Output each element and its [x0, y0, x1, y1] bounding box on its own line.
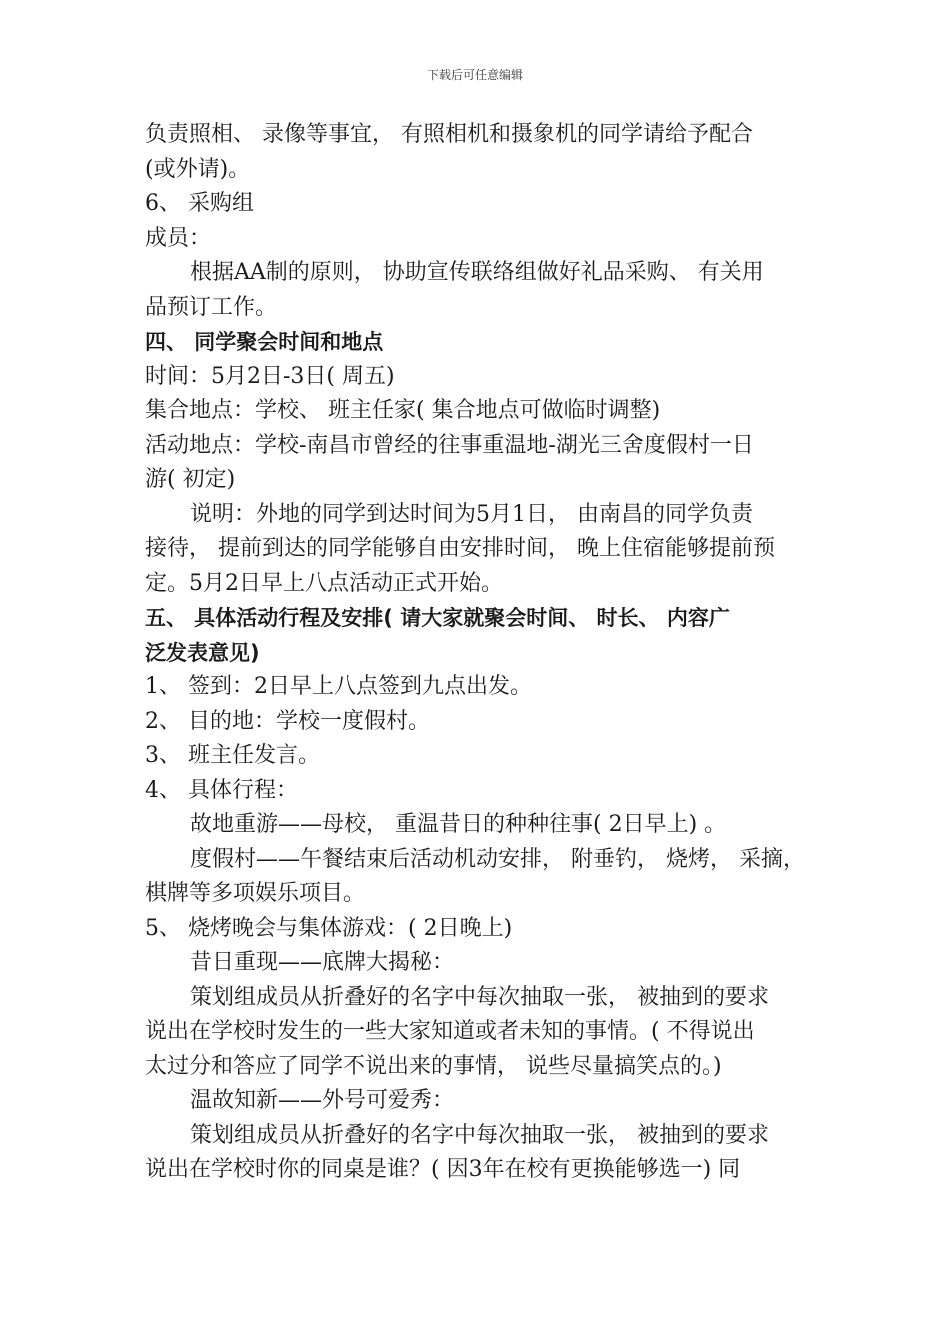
text-line: 棋牌等多项娱乐项目。 — [145, 881, 366, 906]
text-line: 2、 目的地：学校一度假村。 — [145, 708, 430, 734]
text-line: 3、 班主任发言。 — [145, 743, 320, 768]
text-line: 4、 具体行程： — [145, 777, 298, 803]
text-line: (或外请)。 — [145, 156, 251, 182]
text-line: 昔日重现——底牌大揭秘： — [190, 950, 455, 975]
text-line: 时间：5月2日-3日( 周五) — [145, 363, 395, 389]
document-body — [145, 118, 815, 1188]
text-line: 太过分和答应了同学不说出来的事情， 说些尽量搞笑点的。) — [145, 1053, 722, 1079]
section-heading: 泛发表意见) — [145, 640, 260, 665]
text-line: 1、 签到：2日早上八点签到九点出发。 — [145, 674, 532, 699]
text-line: 温故知新——外号可爱秀： — [190, 1088, 455, 1113]
page-header-note: 下载后可任意编辑 — [426, 68, 523, 82]
text-line: 6、 采购组 — [145, 191, 254, 216]
text-line: 成员： — [145, 225, 212, 251]
text-line: 集合地点：学校、 班主任家( 集合地点可做临时调整) — [145, 398, 661, 423]
text-line: 说出在学校时你的同桌是谁？( 因3年在校有更换能够选一) 同 — [145, 1157, 741, 1182]
text-line: 定。5月2日早上八点活动正式开始。 — [145, 570, 503, 596]
text-line: 说明：外地的同学到达时间为5月1日， 由南昌的同学负责 — [190, 501, 753, 527]
text-line: 度假村——午餐结束后活动机动安排， 附垂钓， 烧烤， 采摘， — [190, 846, 805, 872]
text-line: 故地重游——母校， 重温昔日的种种往事( 2日早上) 。 — [190, 812, 727, 837]
text-line: 品预订工作。 — [145, 294, 278, 320]
text-line: 5、 烧烤晚会与集体游戏：( 2日晚上) — [145, 915, 513, 941]
text-line: 策划组成员从折叠好的名字中每次抽取一张， 被抽到的要求 — [190, 984, 769, 1010]
text-line: 游( 初定) — [145, 467, 236, 492]
text-line: 根据AA制的原则， 协助宣传联络组做好礼品采购、 有关用 — [190, 260, 764, 285]
section-heading: 五、 具体活动行程及安排( 请大家就聚会时间、 时长、 内容广 — [145, 606, 730, 630]
text-line: 说出在学校时发生的一些大家知道或者未知的事情。( 不得说出 — [145, 1019, 755, 1044]
text-line: 负责照相、 录像等事宜， 有照相机和摄象机的同学请给予配合 — [145, 122, 753, 147]
text-line: 接待， 提前到达的同学能够自由安排时间， 晚上住宿能够提前预 — [145, 536, 775, 561]
text-line: 活动地点：学校-南昌市曾经的往事重温地-湖光三舍度假村一日 — [145, 432, 754, 458]
text-line: 策划组成员从折叠好的名字中每次抽取一张， 被抽到的要求 — [190, 1122, 769, 1148]
section-heading: 四、 同学聚会时间和地点 — [145, 330, 384, 354]
